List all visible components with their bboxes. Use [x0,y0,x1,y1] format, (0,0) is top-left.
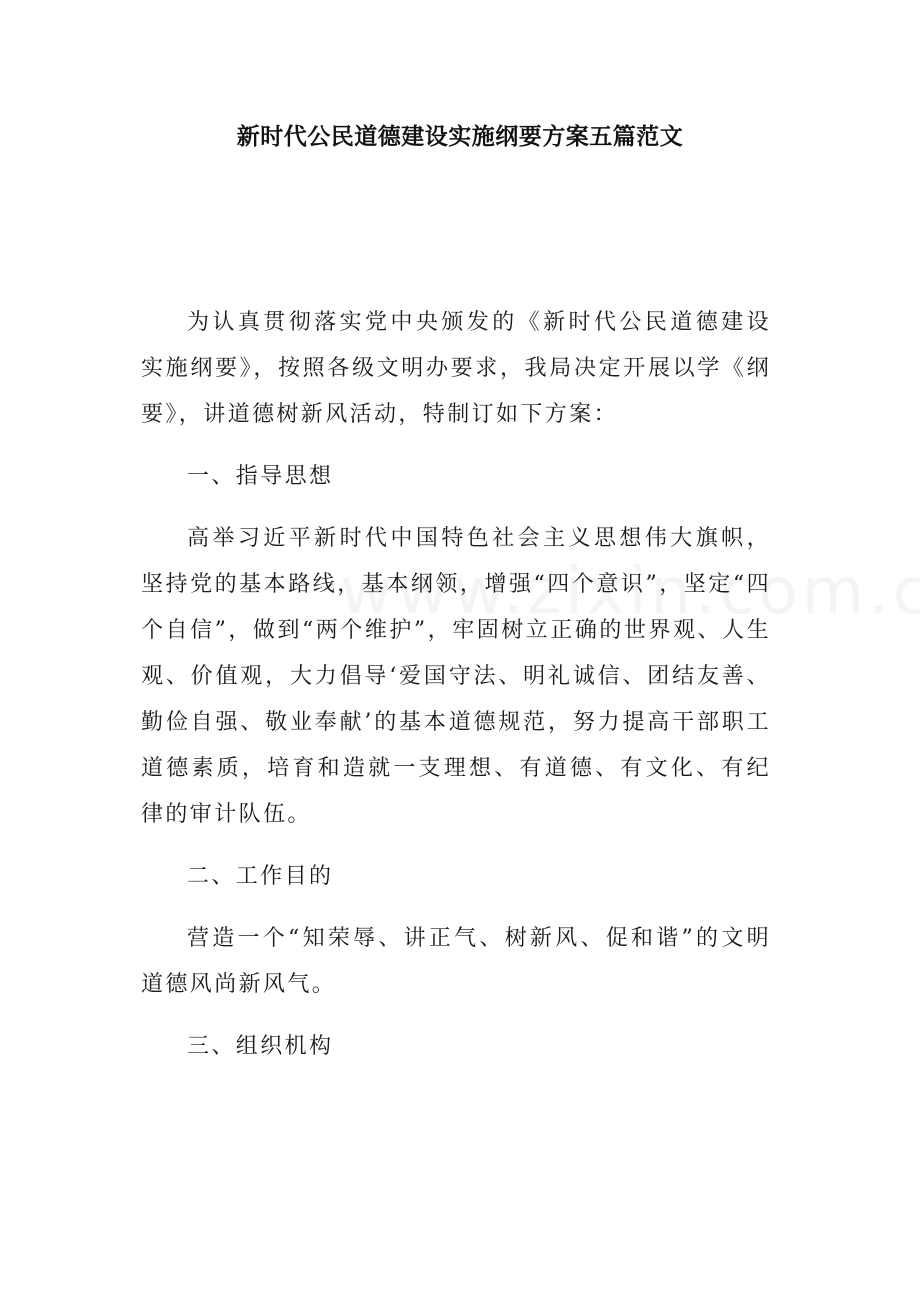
work-purpose-paragraph: 营造一个“知荣辱、讲正气、树新风、促和谐”的文明道德风尚新风气。 [141,926,771,997]
section-heading-guiding-ideology: 一、指导思想 [187,464,334,489]
document-title: 新时代公民道德建设实施纲要方案五篇范文 [236,124,684,150]
guiding-ideology-paragraph: 高举习近平新时代中国特色社会主义思想伟大旗帜，坚持党的基本路线，基本纲领，增强“四个意识”，坚定“四个自信”，做到“两个维护”，牢固树立正确的世界观、人生观、价值观，大力倡导‘爱国守法、明礼诚信、团结友善、勤俭自强、敬业奉献’的基本道德规范，努力提高干部职工道德素质，培育和造就一支理想、有道德、有文化、有纪律的审计队伍。 [141,526,771,827]
section-heading-organization: 三、组织机构 [187,1034,334,1059]
intro-paragraph: 为认真贯彻落实党中央颁发的《新时代公民道德建设实施纲要》，按照各级文明办要求，我局决定开展以学《纲要》，讲道德树新风活动，特制订如下方案： [141,310,771,427]
section-heading-work-purpose: 二、工作目的 [187,864,334,889]
document-body [141,300,771,1086]
